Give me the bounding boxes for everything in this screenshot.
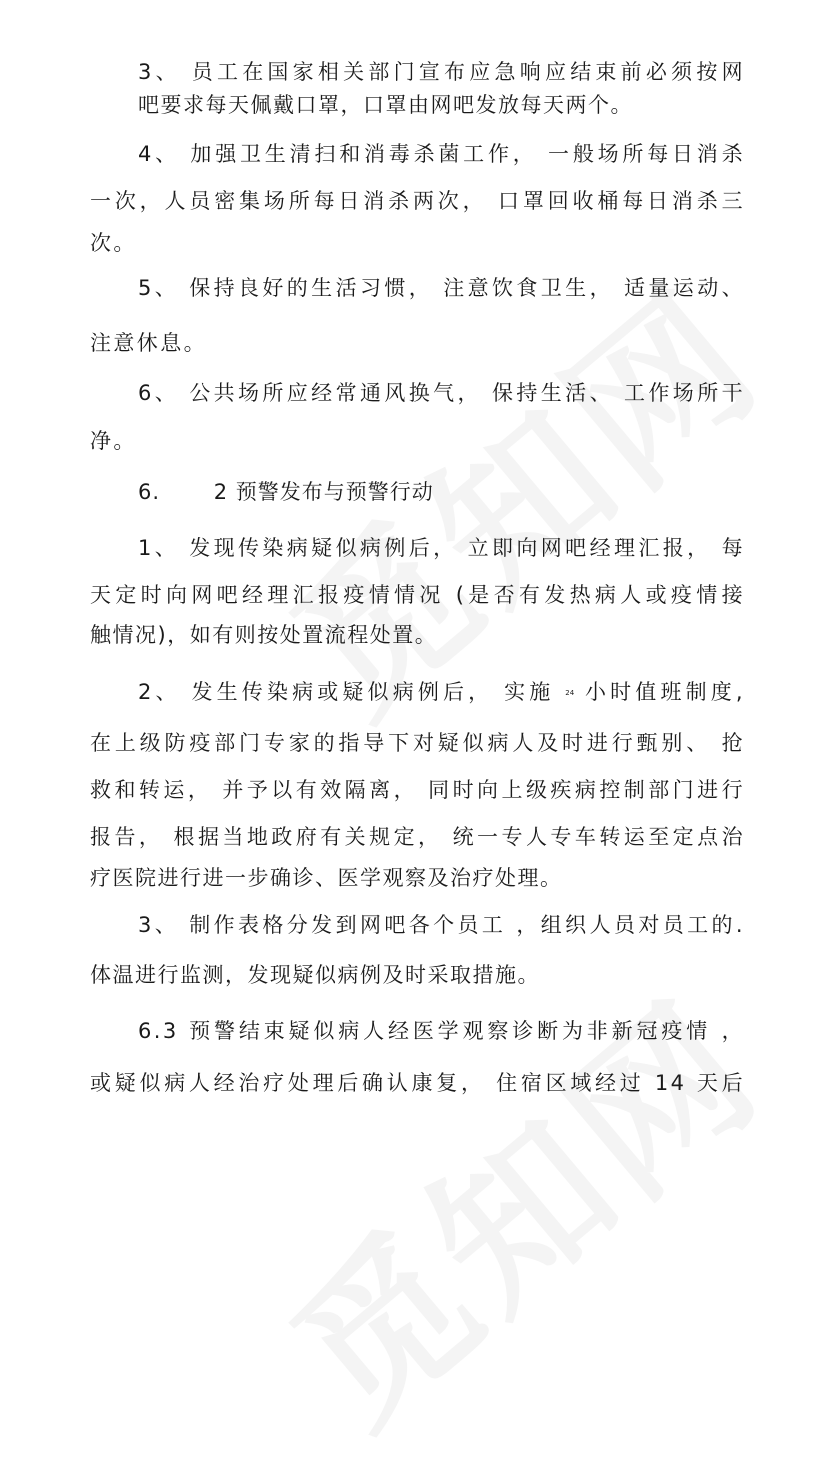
warning-item-2-text-b: 小时值班制度, — [574, 680, 745, 704]
warning-item-2-line-1 — [138, 677, 745, 708]
warning-item-2-line-4: 报告， 根据当地政府有关规定， 统一专人专车转运至定点治 — [90, 825, 745, 849]
warning-item-2-line-3: 救和转运， 并予以有效隔离， 同时向上级疾病控制部门进行 — [90, 778, 745, 802]
item-3-line-2: 吧要求每天佩戴口罩，口罩由网吧发放每天两个。 — [138, 93, 633, 117]
item-5-line-1: 5、 保持良好的生活习惯， 注意饮食卫生， 适量运动、 — [138, 276, 745, 300]
warning-item-3-line-2: 体温进行监测，发现疑似病例及时采取措施。 — [90, 963, 540, 987]
warning-item-2-line-2: 在上级防疫部门专家的指导下对疑似病人及时进行甄别、 抢 — [90, 731, 745, 755]
warning-item-2-line-5: 疗医院进行进一步确诊、医学观察及治疗处理。 — [90, 866, 563, 890]
item-6-line-1: 6、 公共场所应经常通风换气， 保持生活、 工作场所干 — [138, 381, 745, 405]
item-4-line-3: 次。 — [90, 231, 137, 255]
hours-number-small: 24 — [565, 689, 575, 697]
warning-item-3-line-1: 3、 制作表格分发到网吧各个员工 ，组织人员对员工的. — [138, 913, 745, 937]
item-5-line-2: 注意休息。 — [90, 331, 207, 355]
item-6-line-2: 净。 — [90, 429, 137, 453]
section-6-3-line-2: 或疑似病人经治疗处理后确认康复， 住宿区域经过 14 天后 — [90, 1071, 745, 1095]
warning-item-1-line-2: 天定时向网吧经理汇报疫情情况 (是否有发热病人或疫情接 — [90, 583, 745, 607]
section-heading-6-2: 6. 2 预警发布与预警行动 — [138, 480, 434, 504]
item-4-line-1: 4、 加强卫生清扫和消毒杀菌工作， 一般场所每日消杀 — [138, 142, 745, 166]
warning-item-2-text-a: 2、 发生传染病或疑似病例后， 实施 — [138, 680, 566, 704]
item-3-line-1: 3、 员工在国家相关部门宣布应急响应结束前必须按网 — [138, 60, 745, 84]
item-4-line-2: 一次，人员密集场所每日消杀两次， 口罩回收桶每日消杀三 — [90, 189, 745, 213]
warning-item-1-line-3: 触情况)，如有则按处置流程处置。 — [90, 623, 438, 647]
warning-item-1-line-1: 1、 发现传染病疑似病例后， 立即向网吧经理汇报， 每 — [138, 536, 745, 560]
section-6-3-line-1: 6.3 预警结束疑似病人经医学观察诊断为非新冠疫情 ， — [138, 1019, 745, 1043]
